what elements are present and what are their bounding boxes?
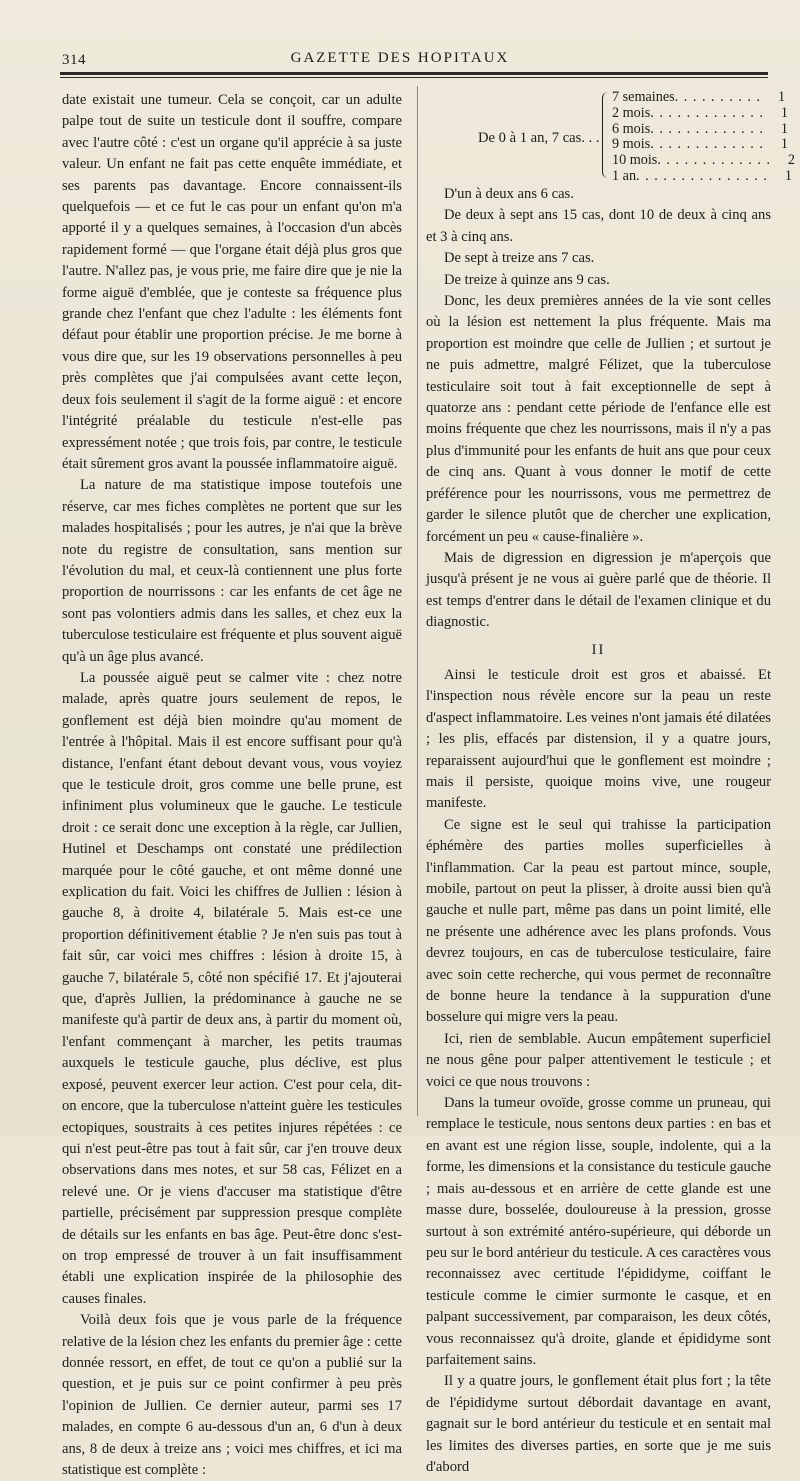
column-divider: [417, 86, 418, 1116]
stats-group-label: De 0 à 1 an, 7 cas. . .: [478, 130, 600, 146]
left-column: [62, 90, 402, 1481]
page-header: [30, 50, 770, 72]
paragraph: Ici, rien de semblable. Aucun empâtement superficiel ne nous gêne pour palper attentivement le testicule ; et voici ce que nous trouvons :: [426, 1030, 771, 1090]
stats-period: 9 mois: [612, 136, 651, 153]
paragraph: Ainsi le testicule droit est gros et abaissé. Et l'inspection nous révèle encore sur la peau un reste d'aspect inflammatoire. Les veines n'ont jamais été dilatées ; les plis, effacés par distension, il y a quatre jours, reparaissent aujourd'hui que le gonflement est moindre ; mais il persiste, quoique moins vive, une rougeur manifeste.: [426, 666, 771, 812]
right-column: [426, 89, 795, 1478]
stats-row: [612, 120, 788, 138]
stats-count: 1: [780, 104, 788, 121]
stats-line: De deux à sept ans 15 cas, dont 10 de deux à cinq ans et 3 à cinq ans.: [426, 207, 771, 245]
leader-dots: . . . . . . . . . . . . .: [650, 120, 764, 137]
header-rule-thick: [60, 72, 768, 75]
stats-line: De sept à treize ans 7 cas.: [444, 250, 595, 267]
stats-period: 10 mois: [612, 152, 658, 169]
age-statistics-table: [426, 89, 795, 184]
stats-count: 2: [787, 152, 795, 169]
paragraph: Ce signe est le seul qui trahisse la participation éphémère des parties molles superficielles à l'inflammation. Car la peau est partout mince, souple, mobile, partout on peut la plisser, à droite aussi bien qu'à gauche et nulle part, même pas dans un point limité, elle ne présente une adhérence avec les plans profonds. Vous devrez toujours, en cas de tuberculose testiculaire, faire avec soin cette recherche, qui vous permet de reconnaître de bonne heure la tendance à la suppuration d'une bosselure qui migre vers la peau.: [426, 816, 771, 1026]
leader-dots: . . . . . . . . . . . . .: [657, 152, 771, 169]
leader-dots: . . . . . . . . . . . . .: [650, 136, 764, 153]
stats-count: 1: [780, 120, 788, 137]
stats-line: De treize à quinze ans 9 cas.: [444, 271, 610, 288]
paragraph: Mais de digression en digression je m'aperçois que jusqu'à présent je ne vous ai guère parlé que de théorie. Il est temps d'entrer dans le détail de l'examen clinique et du diagnostic.: [426, 549, 771, 631]
stats-list: [612, 89, 795, 185]
page-number: 314: [62, 52, 86, 68]
stats-row: [612, 89, 786, 106]
running-title: GAZETTE DES HOPITAUX: [290, 50, 510, 66]
section-heading: II: [591, 641, 606, 658]
stats-row: [612, 136, 788, 153]
paragraph: La poussée aiguë peut se calmer vite : chez notre malade, après quatre jours seulement de repos, le gonflement est déjà bien moindre qu'au moment de l'entrée à l'hôpital. Mais il est encore suffisant pour qu'à distance, l'enfant étant debout devant vous, vous voyiez que le testicule droit, gros comme une belle prune, est infiniment plus volumineux que le gauche. Le testicule droit : ce serait donc une exception à la règle, car Jullien, Hutinel et Deschamps ont constaté une prédilection marquée pour le côté gauche, et ont même donné une explication du fait. Voici les chiffres de Jullien : lésion à gauche 8, à droite 4, bilatérale 5. Mais est-ce une proportion définitivement établie ? Je n'en suis pas tout à fait sûr, car voici mes chiffres : lésion à droite 15, à gauche 7, bilatérale 5, côté non spécifié 17. Et j'ajouterai que, d'après Jullien, la prédominance à gauche ne se manifeste qu'à partir de deux ans, à partir du moment où, l'enfant commençant à marcher, les petits traumas auxquels le testicule gauche, plus déclive, est plus exposé, peuvent exercer leur action. C'est pour cela, dit-on encore, que la tuberculose n'atteint guère les testicules ectopiques, soustraits à ces petites injures répétées : ce qui n'est peut-être pas tout à fait sûr, car j'en trouve deux observations dans mes notes, et sur 58 cas, Félizet en a relevé une. Or je viens d'accuser ma statistique d'être partielle, précisément par suppression presque complète de détails sur les enfants en bas âge. Peut-être donc s'est-on trop empressé de trouver à un fait insuffisamment établi une explication inspirée de la philosophie des causes finales.: [62, 669, 402, 1307]
paragraph: date existait une tumeur. Cela se conçoit, car un adulte palpe tout de suite un testicule dont il souffre, compare avec l'autre côté : c'est un organe qu'il apprécie à sa juste valeur. Un enfant ne fait pas cette enquête immédiate, et ses parents pas davantage. Encore connaissent-ils quelquefois — et ce fut le cas pour un enfant qu'on m'a apporté il y a quelques semaines, à l'occasion d'un abcès rapidement formé — que l'organe était déjà plus gros que l'autre. N'allez pas, je vous prie, me faire dire que je nie la forme aiguë d'emblée, que je conteste sa fréquence plus grande chez l'enfant que chez l'adulte : les éléments font défaut pour établir une proportion précise. Je me borne à vous dire que, sur les 19 observations personnelles à peu près complètes que j'ai compulsées avant cette leçon, deux fois seulement il s'agit de la forme aiguë : et encore l'intégrité préalable du testicule n'est-elle pas expressément notée ; que trois fois, par contre, le testicule était sûrement gros avant la poussée inflammatoire aiguë.: [62, 92, 402, 472]
stats-period: 1 an: [612, 167, 637, 184]
stats-row: [612, 152, 795, 169]
stats-row: [612, 104, 788, 122]
paragraph: Voilà deux fois que je vous parle de la fréquence relative de la lésion chez les enfants du premier âge : cette donnée ressort, en effet, de tout ce qu'on a publié sur la question, et je puis sur ce point confirmer à peu près l'opinion de Jullien. Ce dernier auteur, parmi ses 17 malades, en compte 6 au-dessous d'un an, 6 d'un à deux ans, 8 de deux à treize ans ; voici mes chiffres, et ici ma statistique est complète :: [62, 1312, 402, 1478]
stats-count: 1: [780, 136, 788, 153]
stats-row: [612, 167, 792, 185]
leader-dots: . . . . . . . . . . . . .: [650, 104, 764, 121]
stats-count: 1: [777, 89, 786, 105]
leader-dots: . . . . . . . . . .: [674, 89, 762, 105]
paragraph: La nature de ma statistique impose toutefois une réserve, car mes fiches complètes ne portent que sur les malades hospitalisés ; pour les autres, je n'ai que la brève note du registre de consultation, sans mention sur l'évolution du mal, et ceux-là contiennent une plus forte proportion de nourrissons : car les enfants de cet âge ne sont pas volontiers admis dans les salles, et chez eux la tuberculose testiculaire est fréquente et plus souvent aiguë qu'à un âge plus avancé.: [62, 477, 402, 665]
paragraph: Dans la tumeur ovoïde, grosse comme un pruneau, qui remplace le testicule, nous sentons deux parties : en bas et en avant est une région lisse, souple, indolente, qui a la forme, les dimensions et la consistance du testicule gauche ; mais au-dessous et en arrière de cette glande est une masse dure, bosselée, douloureuse à la pression, grosse surtout à son extrémité antéro-supérieure, qui déborde un peu sur le bord antérieur du testicule. A ces caractères vous reconnaissez avec certitude l'épididyme, coiffant le testicule comme le cimier surmonte le casque, et en palpant successivement, par comparaison, les deux côtés, vous reconnaissez qu'à droite, glande et épididyme sont parfaitement sains.: [426, 1095, 771, 1368]
paragraph: Donc, les deux premières années de la vie sont celles où la lésion est nettement la plus fréquente. Mais ma proportion est moindre que celle de Jullien ; et surtout je ne puis admettre, malgré Félizet, que la tuberculose testiculaire soit tout à fait exceptionnelle de sept à quatorze ans : pendant cette période de l'enfance elle est moins fréquente que chez les nourrissons, mais il n'y a pas plus d'immunité pour les enfants de huit ans que pour ceux de cinq ans. Quant à vous donner le motif de cette préférence pour les nourrissons, vous me permettrez de garder le silence plutôt que de chercher une explication, forcément un peu « cause-finalière ».: [426, 293, 771, 545]
brace: [602, 92, 611, 178]
stats-period: 2 mois: [612, 104, 651, 121]
leader-dots: . . . . . . . . . . . . . . .: [636, 167, 768, 184]
stats-count: 1: [784, 167, 792, 184]
paragraph: Il y a quatre jours, le gonflement était plus fort ; la tête de l'épididyme surtout débordait davantage en avant, gagnait sur le bord antérieur du testicule et en sentait mal les limites des diverses parties, en sorte que je me suis d'abord: [426, 1373, 771, 1475]
header-rule-thin: [60, 77, 768, 78]
stats-period: 6 mois: [612, 120, 651, 137]
stats-period: 7 semaines: [612, 89, 675, 105]
stats-line: D'un à deux ans 6 cas.: [444, 186, 574, 202]
